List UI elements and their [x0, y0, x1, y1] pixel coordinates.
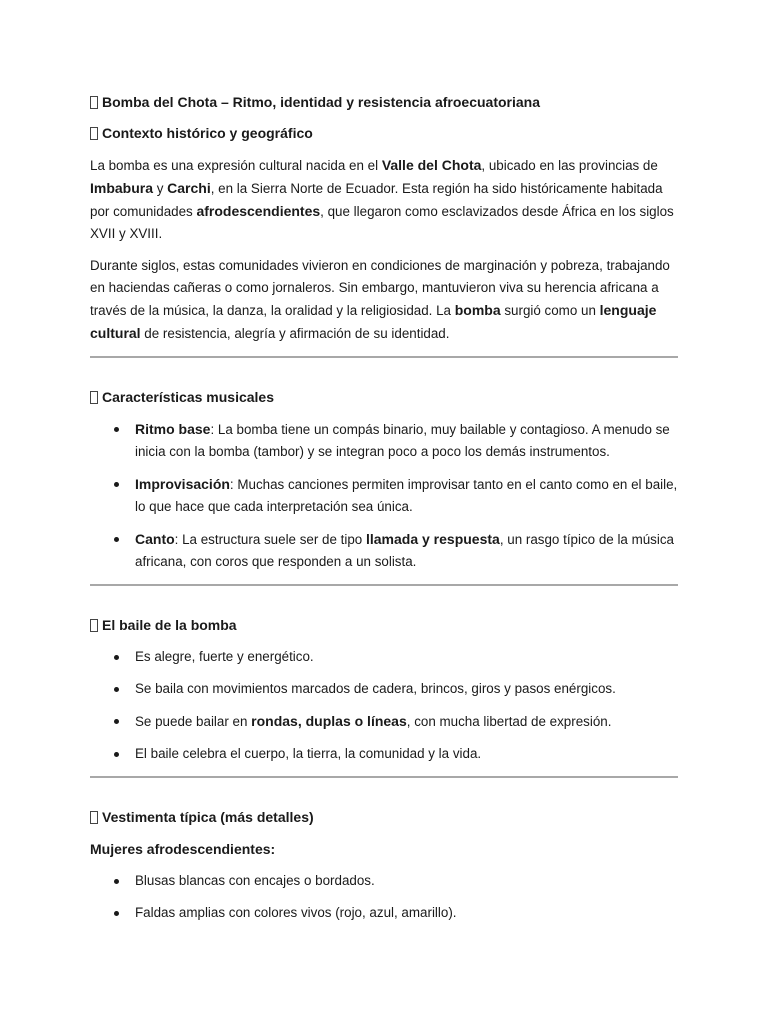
bold-text: lenguaje cultural [90, 302, 657, 341]
section-divider [90, 584, 678, 586]
bold-text: llamada y respuesta [365, 531, 500, 547]
missing-glyph-icon [90, 391, 98, 404]
bold-text: Improvisación [135, 476, 230, 492]
bullet-icon [114, 719, 119, 724]
list-item [90, 902, 680, 924]
list-baile [90, 646, 680, 765]
bullet-icon [114, 427, 119, 432]
bold-text: rondas, duplas o líneas [251, 713, 407, 729]
missing-glyph-icon [90, 96, 98, 109]
document-content [90, 92, 680, 924]
text-run: Se puede bailar en [135, 714, 252, 729]
section-heading-contexto [90, 123, 680, 143]
list-item [90, 710, 680, 733]
text-run: Blusas blancas con encajes o bordados. [135, 873, 375, 888]
bullet-icon [114, 687, 119, 692]
section-divider [90, 776, 678, 778]
bullet-icon [114, 752, 119, 757]
bold-text: Carchi [167, 180, 211, 196]
text-run: Durante siglos, estas comunidades vivieron en condiciones de marginación y pobreza, trabajando en haciendas cañeras o como jornaleros. Sin embargo, mantuvieron viva su herencia africana a través de la música, la danza, la oralidad y la religiosidad. La [90, 258, 670, 318]
section-heading-vestimenta [90, 807, 680, 827]
text-run: Se baila con movimientos marcados de cadera, brincos, giros y pasos enérgicos. [135, 681, 616, 696]
list-caracteristicas [90, 418, 680, 573]
section-heading-text: Contexto histórico y geográfico [102, 125, 313, 141]
text-run: : La estructura suele ser de tipo [174, 532, 366, 547]
list-item [90, 870, 680, 892]
bold-text: Valle del Chota [381, 157, 482, 173]
bold-text: Imbabura [90, 180, 154, 196]
text-run: El baile celebra el cuerpo, la tierra, la comunidad y la vida. [135, 746, 482, 761]
text-run: Faldas amplias con colores vivos (rojo, azul, amarillo). [135, 905, 457, 920]
list-item [90, 473, 680, 518]
paragraph-contexto-1 [90, 154, 680, 245]
bold-text: afrodescendientes [196, 203, 321, 219]
list-item [90, 678, 680, 700]
text-run: : Muchas canciones permiten improvisar tanto en el canto como en el baile, lo que hace que cada interpretación sea única. [135, 477, 678, 514]
section-heading-text: El baile de la bomba [102, 617, 237, 633]
bullet-icon [114, 537, 119, 542]
section-heading-caracteristicas [90, 387, 680, 407]
list-vestimenta [90, 870, 680, 924]
text-run: Es alegre, fuerte y energético. [135, 649, 314, 664]
bullet-icon [114, 879, 119, 884]
text-run: de resistencia, alegría y afirmación de su identidad. [140, 326, 450, 341]
list-item [90, 646, 680, 668]
list-item [90, 528, 680, 573]
text-run: La bomba es una expresión cultural nacida en el [90, 158, 382, 173]
missing-glyph-icon [90, 127, 98, 140]
document-title [90, 92, 680, 112]
list-item [90, 743, 680, 765]
paragraph-contexto-2 [90, 255, 680, 345]
list-item [90, 418, 680, 463]
bullet-icon [114, 911, 119, 916]
text-run: , que llegaron como esclavizados desde África en los siglos XVII y XVIII. [90, 204, 674, 241]
text-run: , en la Sierra Norte de Ecuador. Esta región ha sido históricamente habitada por comunidades [90, 181, 663, 219]
bullet-icon [114, 482, 119, 487]
missing-glyph-icon [90, 619, 98, 632]
text-run: , con mucha libertad de expresión. [406, 714, 612, 729]
text-run: , un rasgo típico de la música africana, con coros que responden a un solista. [135, 532, 674, 569]
bullet-icon [114, 655, 119, 660]
text-run: , ubicado en las provincias de [481, 158, 658, 173]
missing-glyph-icon [90, 811, 98, 824]
bold-text: Canto [135, 531, 175, 547]
section-heading-text: Vestimenta típica (más detalles) [102, 809, 314, 825]
bold-text: Ritmo base [135, 421, 211, 437]
text-run: : La bomba tiene un compás binario, muy bailable y contagioso. A menudo se inicia con la bomba (tambor) y se integran poco a poco los demás instrumentos. [135, 422, 670, 459]
bold-text: bomba [454, 302, 501, 318]
text-run: y [153, 181, 168, 196]
section-divider [90, 356, 678, 358]
text-run: surgió como un [500, 303, 600, 318]
title-text: Bomba del Chota – Ritmo, identidad y resistencia afroecuatoriana [102, 94, 540, 110]
subheading-mujeres: Mujeres afrodescendientes: [90, 841, 276, 857]
section-heading-baile [90, 615, 680, 635]
section-heading-text: Características musicales [102, 389, 274, 405]
